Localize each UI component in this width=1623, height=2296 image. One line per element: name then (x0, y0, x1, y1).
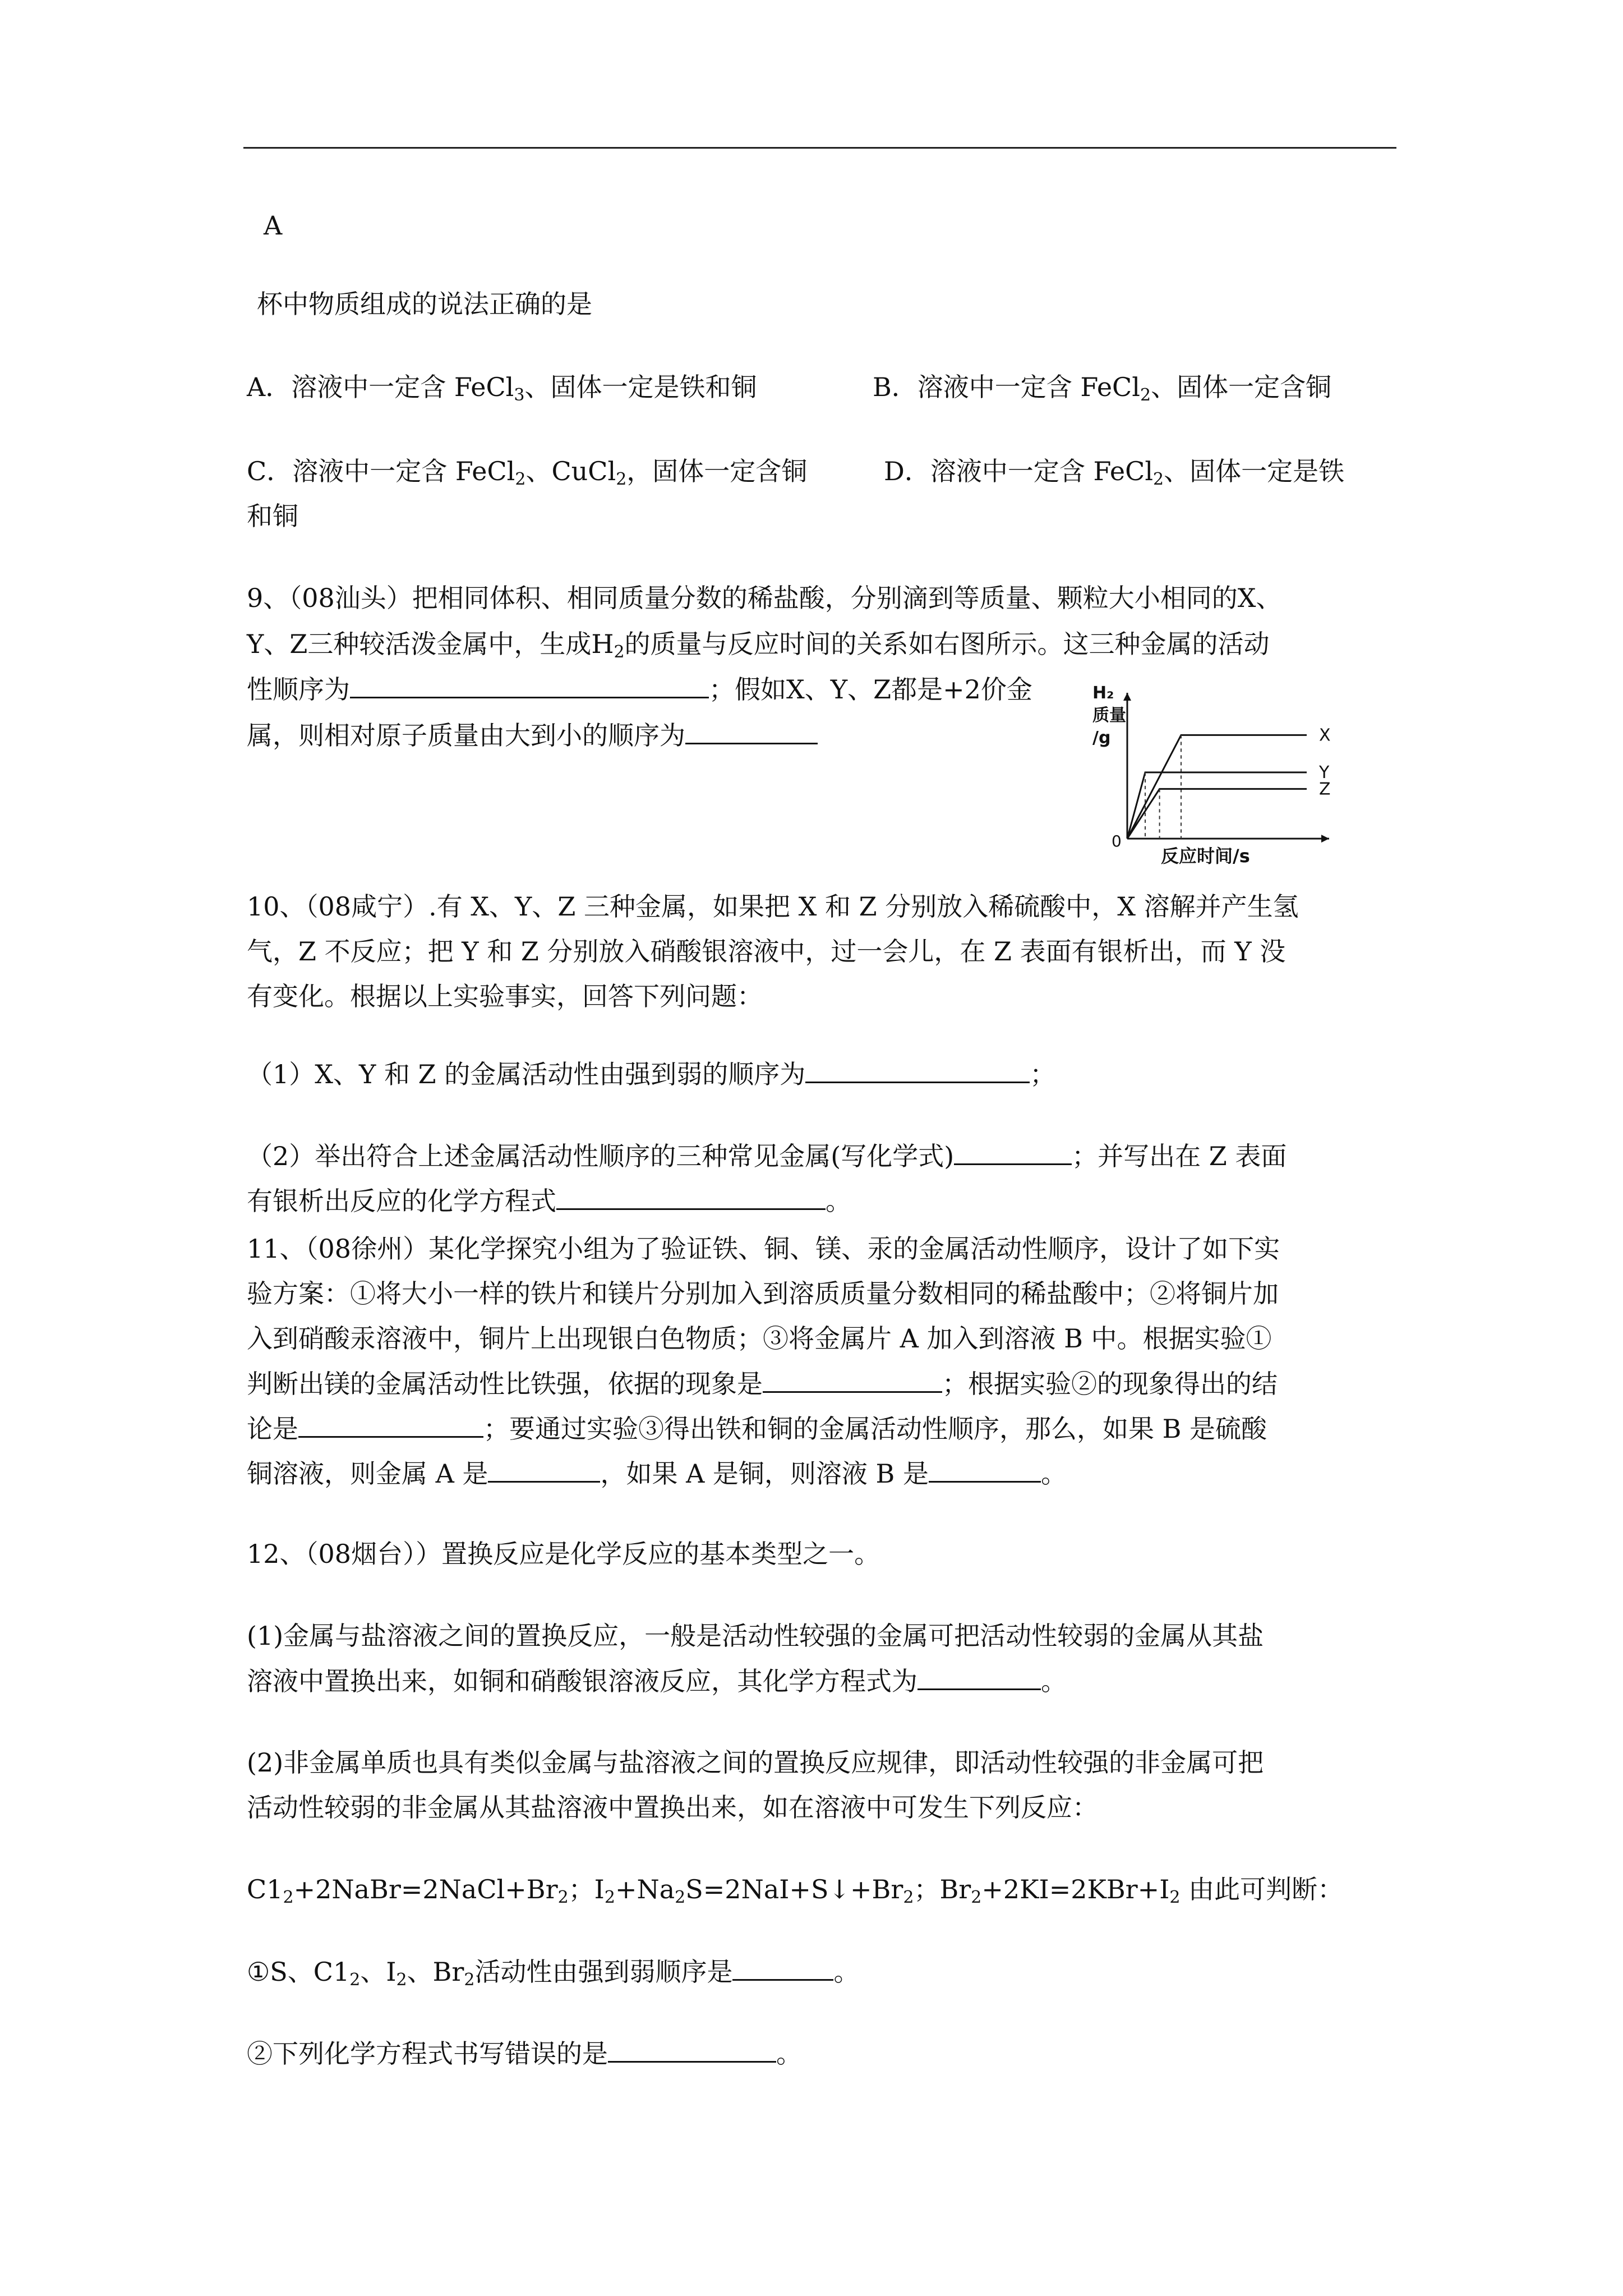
q9-blank-mass[interactable] (685, 718, 818, 744)
q8-option-d-cont: 和铜 (247, 501, 298, 531)
series-label-z: Z (1319, 779, 1331, 799)
x-axis-label: 反应时间/s (1161, 845, 1250, 867)
q12-blank-1[interactable] (917, 1664, 1041, 1690)
q10-blank-3[interactable] (556, 1184, 826, 1210)
series-label-y: Y (1319, 762, 1330, 783)
q8-option-d: D．溶液中一定含 FeCl$_2$、固体一定是铁 (884, 456, 1345, 489)
q12-intro: 12、（08烟台））置换反应是化学反应的基本类型之一。 (247, 1539, 880, 1569)
q11-line-3: 入到硝酸汞溶液中，铜片上出现银白色物质；③将金属片 A 加入到溶液 B 中。根据实验① (247, 1323, 1272, 1354)
q12-part-1-line-2: 溶液中置换出来，如铜和硝酸银溶液反应，其化学方程式为 。 (247, 1664, 1067, 1698)
q8-stem: 杯中物质组成的说法正确的是 (257, 289, 592, 319)
q9-line-3: 性顺序为 ；假如X、Y、Z都是+2价金 (247, 672, 1032, 706)
q11-blank-4[interactable] (929, 1456, 1041, 1483)
series-label-x: X (1319, 725, 1331, 746)
q12-part-1-line-1: (1)金属与盐溶液之间的置换反应，一般是活动性较强的金属可把活动性较弱的金属从其盐 (247, 1621, 1264, 1651)
q9-line-2: Y、Z三种较活泼金属中，生成$H_2$的质量与反应时间的关系如右图所示。这三种金属的活动 (247, 629, 1270, 662)
q12-question-2: ②下列化学方程式书写错误的是 。 (247, 2036, 802, 2070)
q11-blank-2[interactable] (298, 1411, 483, 1438)
q10-blank-2[interactable] (954, 1139, 1072, 1165)
q11-line-2: 验方案：①将大小一样的铁片和镁片分别加入到溶质质量分数相同的稀盐酸中；②将铜片加 (247, 1278, 1279, 1309)
q10-line-2: 气，Z 不反应；把 Y 和 Z 分别放入硝酸银溶液中，过一会儿，在 Z 表面有银析出，而 Y 没 (247, 936, 1286, 967)
answer-letter: A (264, 210, 283, 241)
q11-blank-1[interactable] (763, 1366, 942, 1393)
origin-label: 0 (1112, 832, 1122, 850)
q12-equations: $C1_2+2NaBr=2NaCl+Br_2$；$I_2+Na_2S=2NaI+S↓+Br_2$；$Br_2+2KI=2KBr+I_2$ 由此可判断： (247, 1874, 1344, 1907)
y-axis-arrow (1123, 693, 1131, 701)
q10-part-2-cont: 有银析出反应的化学方程式 。 (247, 1184, 851, 1218)
series-line-y (1127, 772, 1307, 839)
q11-line-1: 11、（08徐州）某化学探究小组为了验证铁、铜、镁、汞的金属活动性顺序，设计了如下实 (247, 1234, 1280, 1264)
q8-option-b: B．溶液中一定含 FeCl$_2$、固体一定含铜 (873, 372, 1332, 405)
q11-line-6: 铜溶液，则金属 A 是 ，如果 A 是铜，则溶液 B 是 。 (247, 1456, 1067, 1490)
q12-blank-3[interactable] (608, 2036, 776, 2063)
q12-blank-2[interactable] (732, 1954, 833, 1981)
q8-option-c: C．溶液中一定含 FeCl$_2$、CuCl$_2$，固体一定含铜 (247, 456, 808, 489)
q10-part-1: （1）X、Y 和 Z 的金属活动性由强到弱的顺序为 ； (247, 1057, 1055, 1091)
header-rule (243, 147, 1396, 149)
q10-line-1: 10、（08咸宁）.有 X、Y、Z 三种金属，如果把 X 和 Z 分别放入稀硫酸中，X 溶解并产生氢 (247, 891, 1299, 922)
y-axis-label: H₂ 质量/g (1092, 683, 1126, 748)
q11-line-4: 判断出镁的金属活动性比铁强，依据的现象是 ；根据实验②的现象得出的结 (247, 1366, 1278, 1401)
q10-blank-1[interactable] (805, 1057, 1030, 1083)
q12-part-2-line-2: 活动性较弱的非金属从其盐溶液中置换出来，如在溶液中可发生下列反应： (247, 1792, 1098, 1823)
x-axis-arrow (1321, 835, 1329, 843)
q12-question-1: ①S、$C1_2$、$I_2$、$Br_2$活动性由强到弱顺序是 。 (247, 1954, 859, 1989)
h2-mass-chart (1088, 682, 1346, 867)
q9-line-4: 属，则相对原子质量由大到小的顺序为 (247, 718, 818, 752)
q9-line-1: 9、（08汕头）把相同体积、相同质量分数的稀盐酸，分别滴到等质量、颗粒大小相同的X、 (247, 583, 1282, 613)
series-line-x (1127, 735, 1307, 839)
series-line-z (1127, 789, 1307, 839)
q12-part-2-line-1: (2)非金属单质也具有类似金属与盐溶液之间的置换反应规律，即活动性较强的非金属可把 (247, 1747, 1264, 1778)
q9-blank-order[interactable] (350, 672, 709, 698)
q10-line-3: 有变化。根据以上实验事实，回答下列问题： (247, 981, 763, 1011)
q8-option-a: A．溶液中一定含 FeCl$_3$、固体一定是铁和铜 (247, 372, 757, 405)
q11-blank-3[interactable] (488, 1456, 600, 1483)
q11-line-5: 论是 ；要通过实验③得出铁和铜的金属活动性顺序，那么，如果 B 是硫酸 (247, 1411, 1267, 1446)
q10-part-2: （2）举出符合上述金属活动性顺序的三种常见金属(写化学式) ；并写出在 Z 表面 (247, 1139, 1287, 1173)
